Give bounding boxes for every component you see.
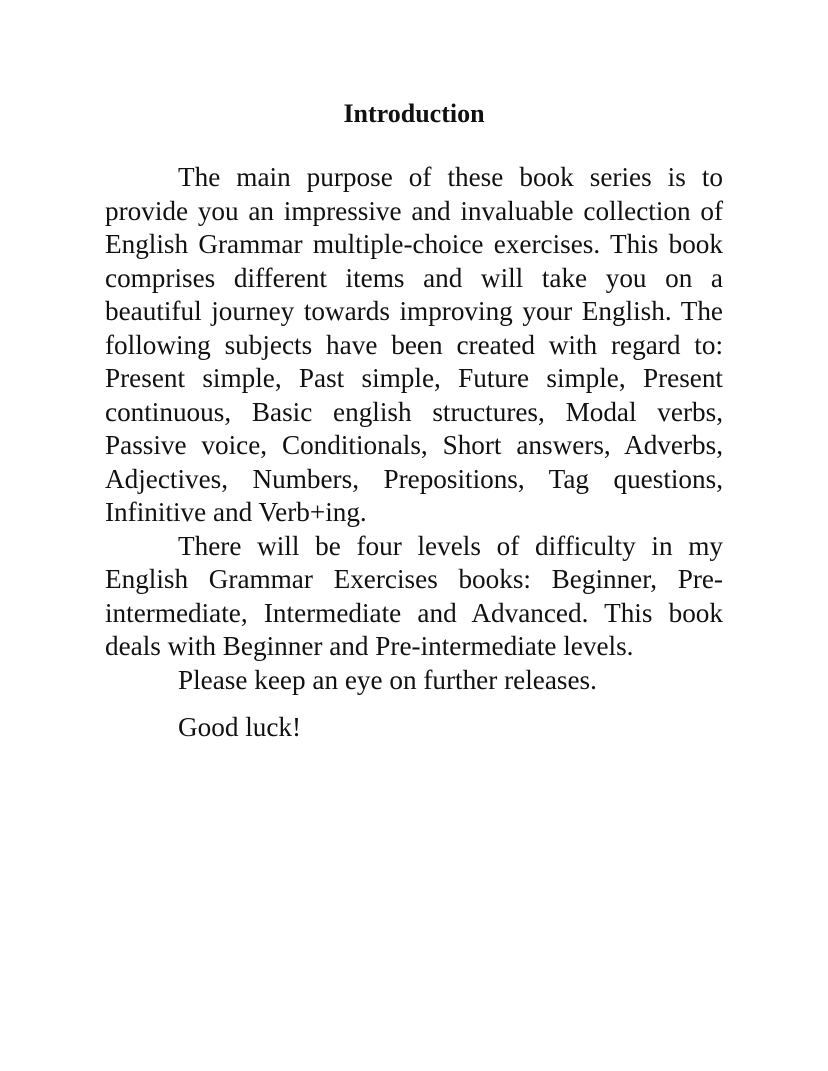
closing-line: Good luck! <box>178 712 302 742</box>
paragraph-purpose: The main purpose of these book series is to provide you an impressive and invaluable collection of English Grammar multiple-choice exercises. This book comprises different items and will take you on a beautiful journey towards improving your English. The following subjects have been created with regard to: Present simple, Past simple, Future simple, Present continuous, Basic english structures, Modal verbs, Passive voice, Conditionals, Short answers, Adverbs, Adjectives, Numbers, Prepositions, Tag questions, Infinitive and Verb+ing. <box>105 162 723 527</box>
paragraph-releases: Please keep an eye on further releases. <box>178 664 597 695</box>
document-body <box>105 161 723 745</box>
paragraph-levels: There will be four levels of difficulty in my English Grammar Exercises books: Beginner, Pre-intermediate, Intermediate and Advanced. This book deals with Beginner and Pre-intermediate levels. <box>105 530 723 661</box>
page-title: Introduction <box>343 99 485 128</box>
